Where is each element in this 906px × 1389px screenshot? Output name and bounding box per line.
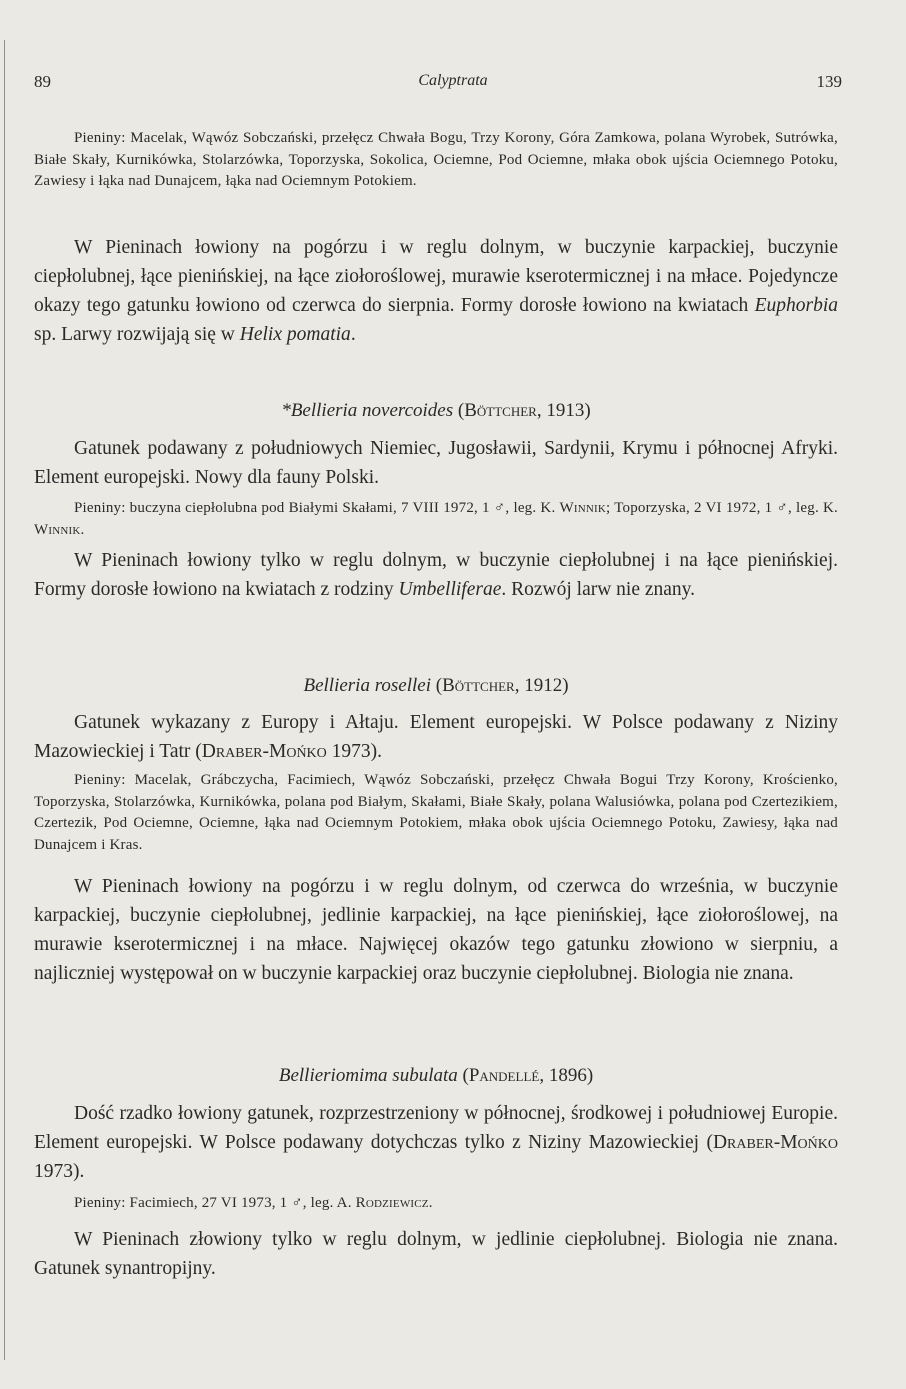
paragraph-biology-3: W Pieninach łowiony na pogórzu i w reglu dolnym, od czerwca do września, w buczynie karpackiej, buczynie ciepłolubnej, jedlinie karpackiej, na łące pienińskiej, łące ziołoroślowej, na murawie kserotermicznej i na młace. Najwięcej okazów tego gatunku złowiono w sierpniu, a najliczniej występował on w buczynie karpackiej oraz buczynie ciepłolubnej. Biologia nie znana. — [34, 876, 838, 984]
locality-list-3: Pieniny: Macelak, Grábczycha, Facimiech, Wąwóz Sobczański, przełęcz Chwała Bogui Trzy Korony, Krościenko, Toporzyska, Stolarzówka, Kurnikówka, polana pod Białym, Skałami, Białe Skały, polana Walusiówka, polana pod Czertezikiem, Czertezik, Pod Ociemne, Ociemne, łąka nad Ociemnym Potokiem, młaka obok ujścia Ociemnego Potoku, Zawiesy, łąka nad Dunajcem i Kras. — [34, 772, 838, 853]
paragraph-distribution-2: Gatunek wykazany z Europy i Ałtaju. Element europejski. W Polsce podawany z Niziny Mazowieckiej i Tatr (Draber-Mońko 1973). — [34, 712, 838, 762]
locality-list-2: Pieniny: buczyna ciepłolubna pod Białymi Skałami, 7 VIII 1972, 1 ♂, leg. K. Winnik; Toporzyska, 2 VI 1972, 1 ♂, leg. K. Winnik. — [34, 500, 839, 538]
page-number-left: 89 — [34, 72, 51, 91]
paragraph-biology-1: W Pieninach łowiony na pogórzu i w reglu dolnym, w buczynie karpackiej, buczynie ciepłolubnej, łące pienińskiej, na łące ziołoroślowej, murawie kserotermicznej i na młace. Pojedyncze okazy tego gatunku łowiono od czerwca do sierpnia. Formy dorosłe łowiono na kwiatach Euphorbia sp. Larwy rozwijają się w Helix pomatia. — [34, 237, 839, 345]
paragraph-biology-4: W Pieninach złowiony tylko w reglu dolnym, w jedlinie ciepłolubnej. Biologia nie znana. Gatunek synantropijny. — [34, 1229, 838, 1279]
paragraph-distribution-3: Dość rzadko łowiony gatunek, rozprzestrzeniony w północnej, środkowej i południowej Europie. Element europejski. W Polsce podawany dotychczas tylko z Niziny Mazowieckiej (Draber-Mońko 1973). — [34, 1103, 838, 1182]
paragraph-biology-2: W Pieninach łowiony tylko w reglu dolnym, w buczynie ciepłolubnej i na łące pienińskiej. Formy dorosłe łowiono na kwiatach z rodziny Umbelliferae. Rozwój larw nie znany. — [34, 550, 838, 600]
paragraph-distribution-1: Gatunek podawany z południowych Niemiec, Jugosławii, Sardynii, Krymu i północnej Afryki. Element europejski. Nowy dla fauny Polski. — [34, 438, 838, 488]
locality-list-4: Pieniny: Facimiech, 27 VI 1973, 1 ♂, leg. A. Rodziewicz. — [74, 1195, 433, 1211]
species-heading-2: Bellieria rosellei (Böttcher, 1912) — [303, 675, 569, 696]
locality-list-1: Pieniny: Macelak, Wąwóz Sobczański, przełęcz Chwała Bogu, Trzy Korony, Góra Zamkowa, polana Wyrobek, Sutrówka, Białe Skały, Kurnikówka, Stolarzówka, Toporzyska, Sokolica, Ociemne, Pod Ociemne, młaka obok ujścia Ociemnego Potoku, Zawiesy i łąka nad Dunajcem, łąka nad Ociemnym Potokiem. — [34, 130, 838, 189]
page-edge-line — [4, 40, 5, 1360]
species-heading-3: Bellieriomima subulata (Pandellé, 1896) — [278, 1065, 594, 1086]
running-title: Calyptrata — [418, 72, 488, 89]
page-number-right: 139 — [816, 72, 842, 91]
species-heading-1: *Bellieria novercoides (Böttcher, 1913) — [281, 400, 591, 421]
